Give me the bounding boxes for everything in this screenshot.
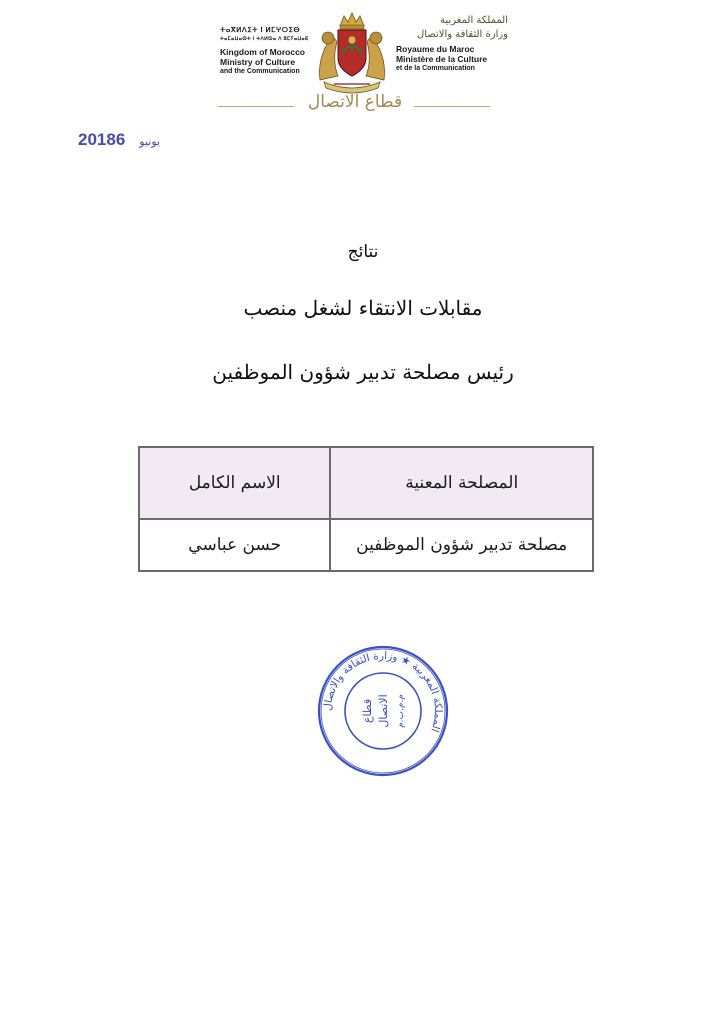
coat-of-arms-icon bbox=[314, 10, 390, 94]
header-full-name: الاسم الكامل bbox=[139, 447, 330, 519]
letterhead-left-block bbox=[220, 26, 320, 77]
sector-divider-right bbox=[414, 106, 490, 107]
letterhead-en-line-1: Kingdom of Morocco bbox=[220, 47, 305, 57]
document-title: نتائج bbox=[347, 242, 379, 262]
letterhead-fr-line-3: et de la Communication bbox=[396, 65, 475, 72]
letterhead-fr-line-2: Ministère de la Culture bbox=[396, 54, 488, 64]
letterhead-en-line-2: Ministry of Culture bbox=[220, 57, 296, 67]
seal-inner-line-1: قطاع bbox=[361, 698, 374, 724]
table-row bbox=[139, 519, 593, 571]
letterhead-tifinagh-line-2: ⵜⴰⵎⴰⵡⴰⵙⵜ ⵏ ⵜⴷⵍⵙⴰ ⴷ ⵓⵎⵢⴰⵡⴰⴹ bbox=[220, 36, 309, 42]
date-month: يونيو bbox=[139, 136, 161, 148]
sector-name: قطاع الاتصال bbox=[307, 92, 403, 112]
cell-full-name: حسن عباسي bbox=[139, 519, 330, 571]
letterhead-en-line-3: and the Communication bbox=[220, 68, 300, 75]
cell-service: مصلحة تدبير شؤون الموظفين bbox=[330, 519, 593, 571]
official-seal-icon bbox=[316, 644, 450, 778]
letterhead-ar-line-2: وزارة الثقافة والاتصال bbox=[416, 29, 508, 40]
position-title: رئيس مصلحة تدبير شؤون الموظفين bbox=[212, 360, 514, 384]
sector-divider-left bbox=[218, 106, 294, 107]
letterhead-english bbox=[220, 47, 320, 77]
seal-inner-line-3: م.م.ب.م bbox=[396, 694, 406, 728]
letterhead-tifinagh-line-1: ⵜⴰⴳⵍⴷⵉⵜ ⵏ ⵍⵎⵖⵔⵉⴱ bbox=[220, 27, 301, 34]
header-service: المصلحة المعنية bbox=[330, 447, 593, 519]
date-stamp bbox=[78, 130, 174, 150]
document-subtitle: مقابلات الانتقاء لشغل منصب bbox=[243, 296, 483, 320]
letterhead-french bbox=[396, 44, 508, 74]
letterhead-fr-line-1: Royaume du Maroc bbox=[396, 44, 475, 54]
date-year: 2018 bbox=[78, 130, 116, 149]
table-header-row bbox=[139, 447, 593, 519]
results-table bbox=[138, 446, 594, 572]
date-day: 6 bbox=[115, 130, 126, 149]
letterhead-ar-line-1: المملكة المغربية bbox=[440, 15, 508, 26]
seal-inner-line-2: الاتصال bbox=[377, 694, 390, 728]
seal-outer-text: المملكة المغربية ★ وزارة الثقافة والاتصال bbox=[321, 649, 445, 734]
letterhead-right-block bbox=[396, 14, 508, 74]
